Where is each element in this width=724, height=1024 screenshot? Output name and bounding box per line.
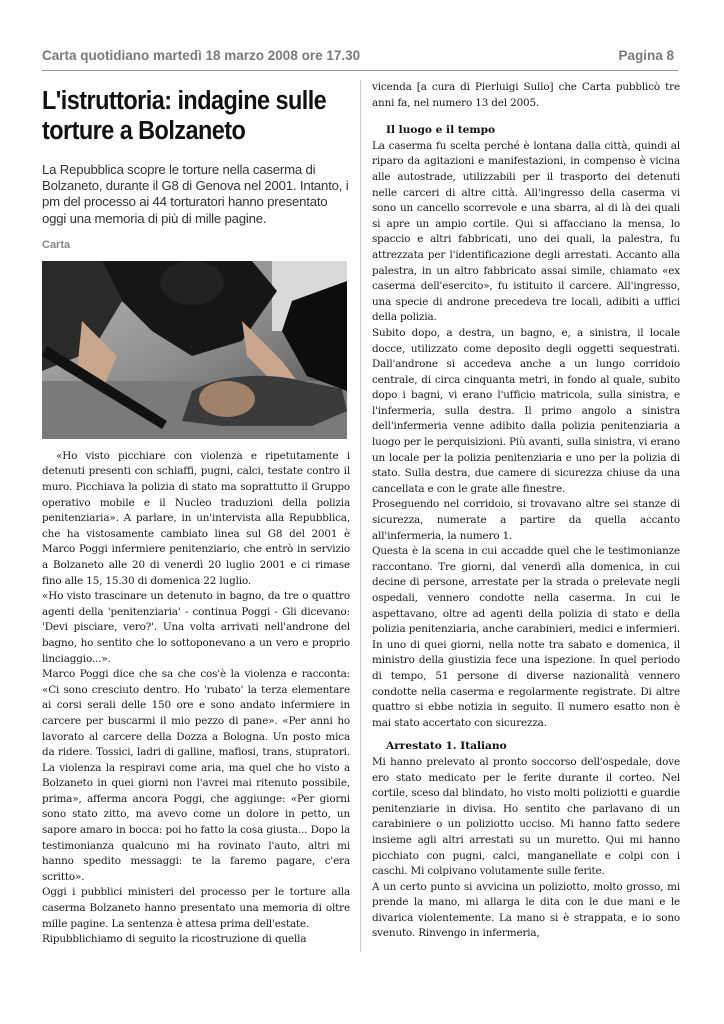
publication-line: Carta quotidiano martedì 18 marzo 2008 ore 17.30 — [42, 48, 361, 63]
paragraph: Questa è la scena in cui accadde quel che le testimonianze raccontano. Tre giorni, dal venerdì alla domenica, in cui decine di persone, arrestate per la strada o prelevate negli ospedali, vennero condotte nella caserma. In cui le aspettavano, oltre ad agenti della polizia di stato e della polizia penitenziaria, anche carabinieri, medici e infermieri. In uno di quei giorni, nella notte tra sabato e domenica, il ministro della giustizia fece una ispezione. In quel periodo di tempo, 51 persone di diverse nazionalità vennero condotte nella caserma e regolarmente registrate. Di altre quattro si ebbe notizia in seguito. Il numero esatto non è mai stato accertato con sicurezza. — [372, 545, 680, 729]
page-number: Pagina 8 — [618, 48, 674, 63]
paragraph: La caserma fu scelta perché è lontana dalla città, quindi al riparo da agitazioni e manifestazioni, in compenso è vicina alle autostrade, utilizzabili per il trasporto dei detenuti nelle carceri di altre città. All'ingresso della caserma vi sono un cancello scorrevole e una sbarra, al di là dei quali si apre un ampio cortile. Qui si affacciano la mensa, lo spaccio e altri fabbricati, uno dei quali, la palestra, fu attrezzata per l'identificazione degli arrestati. Accanto alla palestra, in un altro fabbricato assai simile, chiamato «ex caserma dell'esercito», fu istituito il carcere. All'ingresso, una specie di androne precedeva tre locali, adibiti a uffici della polizia. — [372, 139, 680, 324]
paragraph: Mi hanno prelevato al pronto soccorso dell'ospedale, dove ero stato medicato per le ferite durante il corteo. Nel cortile, sceso dal blindato, ho visto molti poliziotti e guardie penitenziarie in divisa. Ho sentito che parlavano di un carabiniere o un poliziotto ucciso. Mi hanno fatto sedere insieme agli altri arrestati su un muretto. Qui mi hanno picchiato con pugni, calci, manganellate e colpi con i caschi. Mi colpivano volutamente sulle ferite. — [372, 755, 680, 878]
section-body-luogo — [372, 139, 680, 732]
section-heading-arrestato: Arrestato 1. Italiano — [386, 740, 507, 753]
paragraph: vicenda [a cura di Pierluigi Sullo] che Carta pubblicò tre anni fa, nel numero 13 del 2005. — [372, 81, 680, 109]
paragraph: «Ho visto picchiare con violenza e ripetutamente i detenuti presenti con schiaffi, pugni, calci, testate contro il muro. Picchiava la polizia di stato ma soprattutto il Gruppo operativo mobile e il Nucleo traduzioni della polizia penitenziaria». A parlare, in un'intervista alla Repubblica, che ha vistosamente cambiato linea sul G8 del 2001 è Marco Poggi infermiere penitenziario, che entrò in servizio a Bolzaneto alle 20 di venerdì 20 luglio 2001 e ci rimase fino alle 15, 15.30 di domenica 22 luglio. — [42, 449, 350, 587]
article-source: Carta — [42, 238, 71, 251]
left-column — [42, 80, 350, 948]
paragraph: Marco Poggi dice che sa che cos'è la violenza e racconta: «Ci sono cresciuto dentro. Ho 'rubato' la terza elementare ai corsi serali delle 150 ore e sono andato infermiere in carcere per buscarmi il mio pezzo di pane». «Per anni ho lavorato al carcere della Dozza a Bologna. Un posto mica da ridere. Tossici, ladri di galline, mafiosi, trans, stupratori. La violenza la respiravi come aria, ma quel che ho visto a Bolzaneto in quei giorni non l'avrei mai ritenuto possibile, prima», afferma ancora Poggi, che aggiunge: «Per giorni sono stato zitto, ma avevo come un dolore in petto, un sapore amaro in bocca: poi ho fatto la cosa giusta... Dopo la testimonianza qualcuno mi ha rovinato l'auto, altri mi hanno spedito messaggi: te la faremo pagare, c'era scritto». — [42, 668, 350, 883]
right-column — [372, 80, 680, 942]
paragraph: Ripubblichiamo di seguito la ricostruzione di quella — [42, 933, 307, 946]
left-body — [42, 449, 350, 948]
paragraph: A un certo punto si avvicina un poliziotto, molto grosso, mi prende la mano, mi allarga le dita con le due mani e le divarica violentemente. La mano si è strappata, e io sono svenuto. Rinvengo in infermeria, — [372, 880, 680, 940]
paragraph: Subito dopo, a destra, un bagno, e, a sinistra, il locale docce, utilizzato come deposito degli oggetti sequestrati. Dall'androne si accedeva anche a un lungo corridoio centrale, di circa cinquanta metri, in fondo al quale, subito dopo i bagni, vi erano l'ufficio matricola, sulla sinistra, e l'infermeria, sulla destra. Il primo angolo a sinistra dell'infermeria venne adibito dalla polizia penitenziaria a luogo per le perquisizioni. Più avanti, sulla sinistra, vi erano un locale per la polizia penitenziaria e uno per la polizia di stato. Sulla destra, due camere di sicurezza chiuse da una cancellata e con le grate alle finestre. — [372, 326, 680, 495]
paragraph: «Ho visto trascinare un detenuto in bagno, da tre o quattro agenti della 'penitenziaria' - continua Poggi - Gli dicevano: 'Devi pisciare, vero?'. Una volta arrivati nell'androne del bagno, ho sentito che lo sottoponevano a un vero e proprio linciaggio...». — [42, 590, 350, 665]
section-heading-luogo: Il luogo e il tempo — [386, 124, 496, 137]
header-rule — [42, 70, 678, 71]
section-body-arrestato — [372, 755, 680, 942]
right-body — [372, 80, 680, 111]
article-title: L'istruttoria: indagine sulle torture a Bolzaneto — [42, 87, 327, 145]
paragraph: Oggi i pubblici ministeri del processo per le torture alla caserma Bolzaneto hanno presentato una memoria di oltre mille pagine. La sentenza è attesa prima dell'estate. — [42, 886, 350, 930]
photo-man-on-ground — [42, 261, 347, 439]
column-divider — [360, 80, 361, 952]
paragraph: Proseguendo nel corridoio, si trovavano altre sei stanze di sicurezza, numerate a partire da quella accanto all'infermeria, la numero 1. — [372, 498, 680, 542]
page-header — [42, 48, 678, 70]
article-subtitle: La Repubblica scopre le torture nella caserma di Bolzaneto, durante il G8 di Genova nel 2001. Intanto, i pm del processo ai 44 torturatori hanno presentato oggi una memoria di più di mille pagine. — [42, 162, 349, 226]
